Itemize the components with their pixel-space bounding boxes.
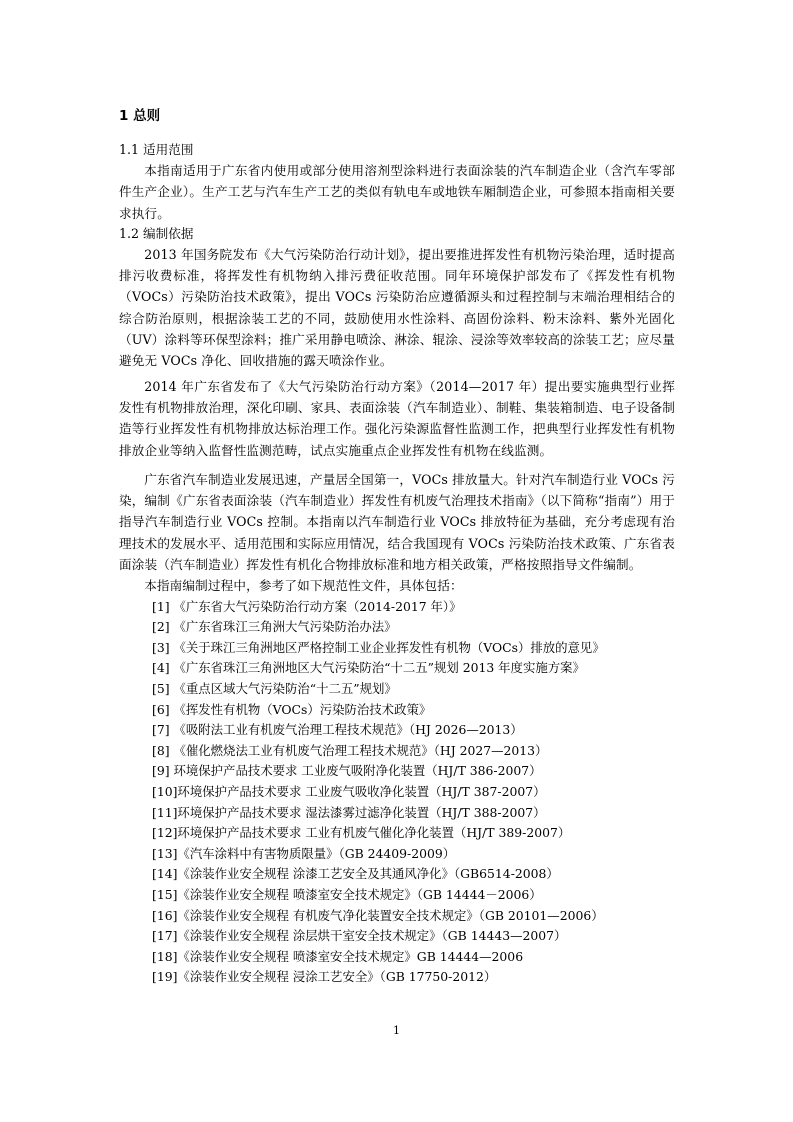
reference-item-9: [9] 环境保护产品技术要求 工业废气吸附净化装置（HJ/T 386-2007） bbox=[152, 763, 542, 779]
reference-item-16: [16]《涂装作业安全规程 有机废气净化装置安全技术规定》（GB 20101—2006） bbox=[152, 907, 604, 923]
reference-item-11: [11]环境保护产品技术要求 湿法漆雾过滤净化装置（HJ/T 388-2007） bbox=[152, 804, 546, 820]
subsection-heading-basis: 1.2 编制依据 bbox=[119, 225, 194, 241]
reference-item-4: [4] 《广东省珠江三角洲地区大气污染防治“十二五”规划 2013 年度实施方案》 bbox=[152, 660, 585, 676]
reference-item-7: [7] 《吸附法工业有机废气治理工程技术规范》（HJ 2026—2013） bbox=[152, 722, 523, 738]
reference-item-2: [2] 《广东省珠江三角洲大气污染防治办法》 bbox=[152, 619, 397, 635]
reference-item-3: [3] 《关于珠江三角洲地区严格控制工业企业挥发性有机物（VOCs）排放的意见》 bbox=[152, 639, 605, 655]
reference-item-12: [12]环境保护产品技术要求 工业有机废气催化净化装置（HJ/T 389-2007） bbox=[152, 825, 571, 841]
reference-list bbox=[119, 597, 675, 988]
reference-item-1: [1] 《广东省大气污染防治行动方案（2014-2017 年）》 bbox=[152, 598, 462, 614]
reference-item-15: [15]《涂装作业安全规程 喷漆室安全技术规定》（GB 14444－2006） bbox=[152, 886, 542, 902]
paragraph-basis-industry: 广东省汽车制造业发展迅速，产量居全国第一，VOCs 排放量大。针对汽车制造行业 VOCs 污染，编制《广东省表面涂装（汽车制造业）挥发性有机废气治理技术指南》（以下简称“指南”）用于指导汽车制造行业 VOCs 控制。本指南以汽车制造行业 VOCs 排放特征为基础，充分考虑现有治理技术的发展水平、适用范围和实际应用情况，结合我国现有 VOCs 污染防治技术政策、广东省表面涂装（汽车制造业）挥发性有机化合物排放标准和地方相关政策，严格按照指导文件编制。 bbox=[119, 471, 675, 573]
subsection-heading-scope: 1.1 适用范围 bbox=[119, 142, 194, 157]
reference-item-14: [14]《涂装作业安全规程 涂漆工艺安全及其通风净化》（GB6514-2008） bbox=[152, 866, 559, 882]
paragraph-references-intro: 本指南编制过程中，参考了如下规范性文件，具体包括： bbox=[144, 578, 463, 594]
reference-item-10: [10]环境保护产品技术要求 工业废气吸收净化装置（HJ/T 387-2007） bbox=[152, 783, 546, 799]
reference-item-6: [6] 《挥发性有机物（VOCs）污染防治技术政策》 bbox=[152, 701, 432, 717]
reference-item-5: [5] 《重点区域大气污染防治“十二五”规划》 bbox=[152, 681, 397, 697]
page-number: 1 bbox=[393, 1024, 400, 1037]
section-heading-general: 1 总则 bbox=[119, 108, 161, 124]
reference-item-18: [18]《涂装作业安全规程 喷漆室安全技术规定》GB 14444—2006 bbox=[152, 948, 524, 964]
reference-item-8: [8] 《催化燃烧法工业有机废气治理工程技术规范》（HJ 2027—2013） bbox=[152, 742, 548, 758]
paragraph-basis-national: 2013 年国务院发布《大气污染防治行动计划》，提出要推进挥发性有机物污染治理，适时提高排污收费标准，将挥发性有机物纳入排污费征收范围。同年环境保护部发布了《挥发性有机物（VOCs）污染防治技术政策》，提出 VOCs 污染防治应遵循源头和过程控制与末端治理相结合的综合防治原则，根据涂装工艺的不同，鼓励使用水性涂料、高固份涂料、粉末涂料、紫外光固化（UV）涂料等环保型涂料；推广采用静电喷涂、淋涂、辊涂、浸涂等效率较高的涂装工艺；应尽量避免无 VOCs 净化、回收措施的露天喷涂作业。 bbox=[119, 246, 675, 369]
reference-item-19: [19]《涂装作业安全规程 浸涂工艺安全》（GB 17750-2012） bbox=[152, 969, 497, 985]
paragraph-basis-guangdong: 2014 年广东省发布了《大气污染防治行动方案》（2014—2017 年）提出要实施典型行业挥发性有机物排放治理，深化印刷、家具、表面涂装（汽车制造业）、制鞋、集装箱制造、电子设备制造等行业挥发性有机物排放达标治理工作。强化污染源监督性监测工作，把典型行业挥发性有机物排放企业等纳入监督性监测范畴，试点实施重点企业挥发性有机物在线监测。 bbox=[119, 378, 675, 458]
page-content bbox=[119, 106, 675, 988]
reference-item-13: [13]《汽车涂料中有害物质限量》（GB 24409-2009） bbox=[152, 845, 456, 861]
paragraph-scope: 本指南适用于广东省内使用或部分使用溶剂型涂料进行表面涂装的汽车制造企业（含汽车零部件生产企业）。生产工艺与汽车生产工艺的类似有轨电车或地铁车厢制造企业，可参照本指南相关要求执行。 bbox=[119, 163, 675, 221]
reference-item-17: [17]《涂装作业安全规程 涂层烘干室安全技术规定》（GB 14443—2007） bbox=[152, 928, 567, 944]
